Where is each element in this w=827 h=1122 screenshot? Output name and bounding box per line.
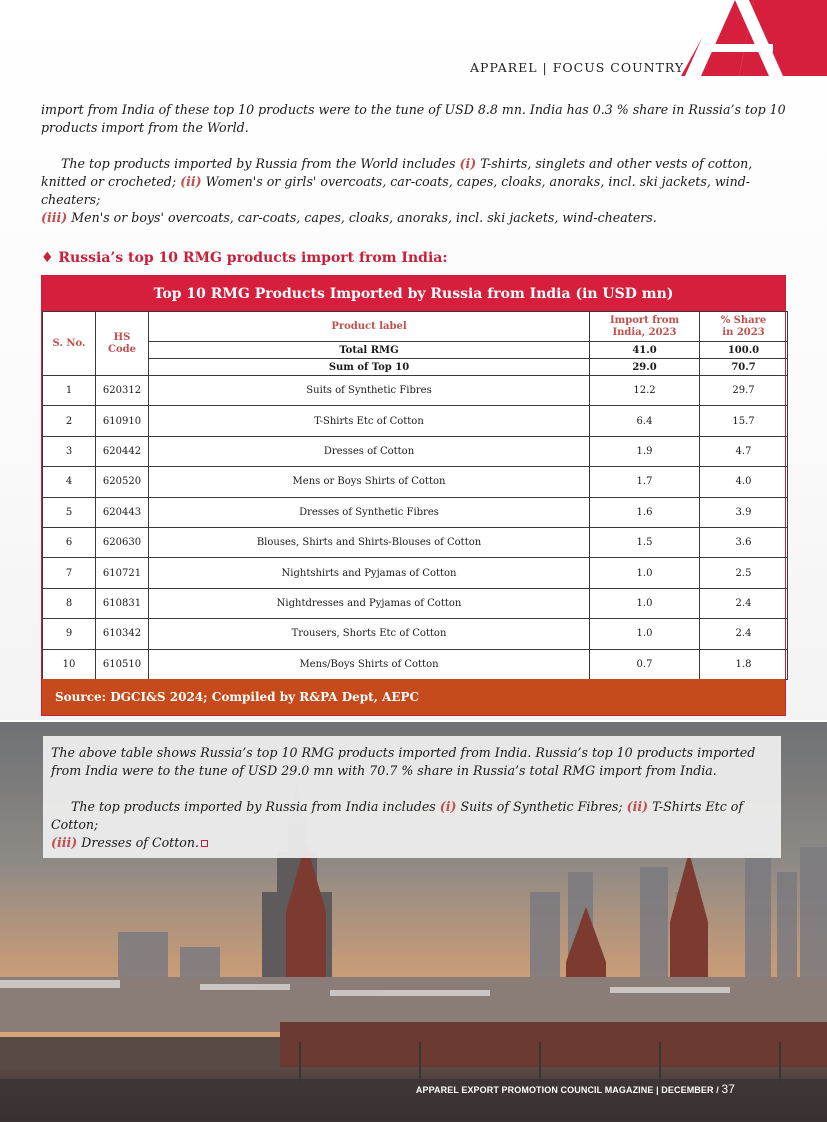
summary-paragraph-2: The top products imported by Russia from India includes (i) Suits of Synthetic Fibres; (ii) T-Shirts Etc of Cotton; (iii) Dresses of Cotton. bbox=[51, 799, 744, 850]
cell-share: 2.4 bbox=[700, 619, 788, 649]
cell-share: 15.7 bbox=[700, 406, 788, 436]
sum-top-label: Sum of Top 10 bbox=[149, 359, 590, 376]
cell-product: Nightdresses and Pyjamas of Cotton bbox=[149, 588, 590, 618]
cell-import: 1.7 bbox=[590, 467, 700, 497]
cell-share: 29.7 bbox=[700, 376, 788, 406]
cell-import: 1.5 bbox=[590, 527, 700, 557]
cell-import: 12.2 bbox=[590, 376, 700, 406]
cell-import: 1.0 bbox=[590, 588, 700, 618]
cell-product: Mens or Boys Shirts of Cotton bbox=[149, 467, 590, 497]
header-sno: S. No. bbox=[43, 312, 96, 376]
cell-share: 3.9 bbox=[700, 497, 788, 527]
cell-sno: 5 bbox=[43, 497, 96, 527]
cell-share: 2.4 bbox=[700, 588, 788, 618]
cell-import: 1.0 bbox=[590, 558, 700, 588]
total-share: 100.0 bbox=[700, 342, 788, 359]
table-row bbox=[43, 467, 788, 497]
summary-box bbox=[43, 736, 781, 858]
footer-text: APPAREL EXPORT PROMOTION COUNCIL MAGAZINE | DECEMBER bbox=[415, 1085, 714, 1095]
cell-import: 1.9 bbox=[590, 436, 700, 466]
cell-product: Dresses of Synthetic Fibres bbox=[149, 497, 590, 527]
cell-product: Trousers, Shorts Etc of Cotton bbox=[149, 619, 590, 649]
marker-iii: (iii) bbox=[41, 210, 68, 225]
total-row bbox=[43, 342, 788, 359]
cell-hs: 610910 bbox=[96, 406, 149, 436]
marker-i: (i) bbox=[439, 799, 457, 814]
section-heading: ♦ Russia’s top 10 RMG products import from India: bbox=[41, 250, 448, 266]
summary-paragraph-1: The above table shows Russia’s top 10 RMG products imported from India. Russia’s top 10 products imported from India were to the tune of USD 29.0 mn with 70.7 % share in Russia’s total RMG import from India. bbox=[51, 745, 756, 778]
cell-hs: 620630 bbox=[96, 527, 149, 557]
total-import: 41.0 bbox=[590, 342, 700, 359]
table-row bbox=[43, 588, 788, 618]
cell-sno: 7 bbox=[43, 558, 96, 588]
marker-ii: (ii) bbox=[626, 799, 649, 814]
table-title: Top 10 RMG Products Imported by Russia from India (in USD mn) bbox=[42, 276, 785, 311]
table-row bbox=[43, 376, 788, 406]
cell-sno: 3 bbox=[43, 436, 96, 466]
cell-import: 1.0 bbox=[590, 619, 700, 649]
cell-sno: 4 bbox=[43, 467, 96, 497]
total-label: Total RMG bbox=[149, 342, 590, 359]
table-row bbox=[43, 406, 788, 436]
cell-import: 0.7 bbox=[590, 649, 700, 679]
marker-iii: (iii) bbox=[51, 835, 78, 850]
cell-sno: 2 bbox=[43, 406, 96, 436]
cell-hs: 610510 bbox=[96, 649, 149, 679]
cell-share: 2.5 bbox=[700, 558, 788, 588]
table-row bbox=[43, 649, 788, 679]
cell-hs: 610721 bbox=[96, 558, 149, 588]
magazine-letter-a-logo bbox=[677, 0, 827, 76]
page-number: 37 bbox=[721, 1082, 735, 1096]
table-row bbox=[43, 558, 788, 588]
cell-share: 3.6 bbox=[700, 527, 788, 557]
sum-top-import: 29.0 bbox=[590, 359, 700, 376]
cell-share: 1.8 bbox=[700, 649, 788, 679]
cell-share: 4.0 bbox=[700, 467, 788, 497]
cell-hs: 620443 bbox=[96, 497, 149, 527]
cell-sno: 8 bbox=[43, 588, 96, 618]
header-hs-code: HS Code bbox=[96, 312, 149, 376]
cell-product: Nightshirts and Pyjamas of Cotton bbox=[149, 558, 590, 588]
cell-sno: 1 bbox=[43, 376, 96, 406]
cell-hs: 610342 bbox=[96, 619, 149, 649]
header-share: % Share in 2023 bbox=[700, 312, 788, 342]
cell-product: Dresses of Cotton bbox=[149, 436, 590, 466]
cell-hs: 620312 bbox=[96, 376, 149, 406]
sum-top-row bbox=[43, 359, 788, 376]
intro-paragraph-2: The top products imported by Russia from the World includes (i) T-shirts, singlets and other vests of cotton, knitted or crocheted; (ii) Women's or girls' overcoats, car-coats, capes, cloaks, anoraks, incl. ski jackets, wind-cheaters; (iii) Men's or boys' overcoats, car-coats, capes, cloaks, anoraks, incl. ski jackets, wind-cheaters. bbox=[41, 156, 753, 225]
rmg-import-table bbox=[41, 275, 786, 716]
table-row bbox=[43, 619, 788, 649]
page-footer: APPAREL EXPORT PROMOTION COUNCIL MAGAZINE | DECEMBER / 37 bbox=[415, 1082, 735, 1096]
table-row bbox=[43, 436, 788, 466]
cell-share: 4.7 bbox=[700, 436, 788, 466]
intro-paragraph-1: import from India of these top 10 products were to the tune of USD 8.8 mn. India has 0.3 % share in Russia’s top 10 products import from the World. bbox=[41, 102, 786, 135]
cell-sno: 9 bbox=[43, 619, 96, 649]
cell-product: T-Shirts Etc of Cotton bbox=[149, 406, 590, 436]
cell-sno: 6 bbox=[43, 527, 96, 557]
sum-top-share: 70.7 bbox=[700, 359, 788, 376]
cell-hs: 620520 bbox=[96, 467, 149, 497]
header-import: Import from India, 2023 bbox=[590, 312, 700, 342]
cell-import: 1.6 bbox=[590, 497, 700, 527]
marker-i: (i) bbox=[459, 156, 477, 171]
table-source: Source: DGCI&S 2024; Compiled by R&PA Dept, AEPC bbox=[42, 679, 785, 715]
cell-product: Mens/Boys Shirts of Cotton bbox=[149, 649, 590, 679]
table-row bbox=[43, 527, 788, 557]
table-row bbox=[43, 497, 788, 527]
cell-product: Blouses, Shirts and Shirts-Blouses of Cotton bbox=[149, 527, 590, 557]
end-of-article-square-icon bbox=[201, 840, 208, 847]
cell-hs: 620442 bbox=[96, 436, 149, 466]
cell-hs: 610831 bbox=[96, 588, 149, 618]
cell-import: 6.4 bbox=[590, 406, 700, 436]
cell-product: Suits of Synthetic Fibres bbox=[149, 376, 590, 406]
marker-ii: (ii) bbox=[180, 174, 202, 189]
header-product-label: Product label bbox=[149, 312, 590, 342]
cell-sno: 10 bbox=[43, 649, 96, 679]
running-head: APPAREL | FOCUS COUNTRY bbox=[470, 60, 685, 75]
